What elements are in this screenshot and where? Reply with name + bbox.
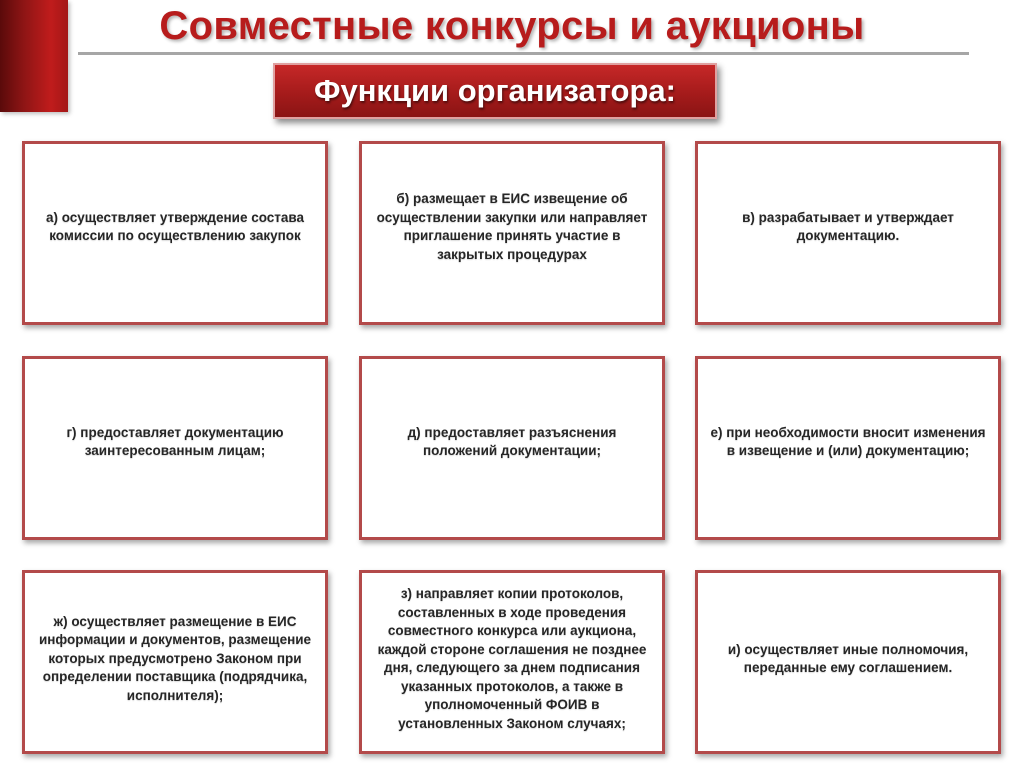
function-card-e	[695, 356, 1001, 540]
function-card-z	[359, 570, 665, 754]
function-card-text: в) разрабатывает и утверждает документацию.	[742, 209, 954, 243]
title-underline	[78, 52, 969, 55]
subtitle-text: Функции организатора:	[314, 73, 676, 108]
function-card-text: а) осуществляет утверждение состава комиссии по осуществлению закупок	[45, 209, 305, 243]
function-card-text: б) размещает в ЕИС извещение об осуществлении закупки или направляет приглашение принять участие в закрытых процедурах	[376, 191, 648, 262]
function-card-d	[359, 356, 665, 540]
function-card-i	[695, 570, 1001, 754]
function-card-text: ж) осуществляет размещение в ЕИС информации и документов, размещение которых предусмотрено Законом при определении поставщика (подрядчика, исполнителя);	[38, 613, 312, 703]
function-card-g	[22, 356, 328, 540]
function-card-v	[695, 141, 1001, 325]
function-card-text: з) направляет копии протоколов, составленных в ходе проведения совместного конкурса или аукциона, каждой стороне соглашения не позднее дня, следующего за днем подписания указанных протоколов, а также в уполномоченный ФОИВ в установленных Законом случаях;	[377, 586, 647, 731]
subtitle-banner	[273, 63, 717, 119]
function-card-text: е) при необходимости вносит изменения в извещение и (или) документацию;	[710, 424, 986, 458]
function-card-text: д) предоставляет разъяснения положений документации;	[407, 424, 617, 458]
function-card-b	[359, 141, 665, 325]
function-card-text: г) предоставляет документацию заинтересованным лицам;	[66, 424, 284, 458]
function-card-zh	[22, 570, 328, 754]
slide-title: Совместные конкурсы и аукционы	[159, 4, 865, 48]
function-card-a	[22, 141, 328, 325]
function-card-text: и) осуществляет иные полномочия, переданные ему соглашением.	[727, 641, 969, 675]
